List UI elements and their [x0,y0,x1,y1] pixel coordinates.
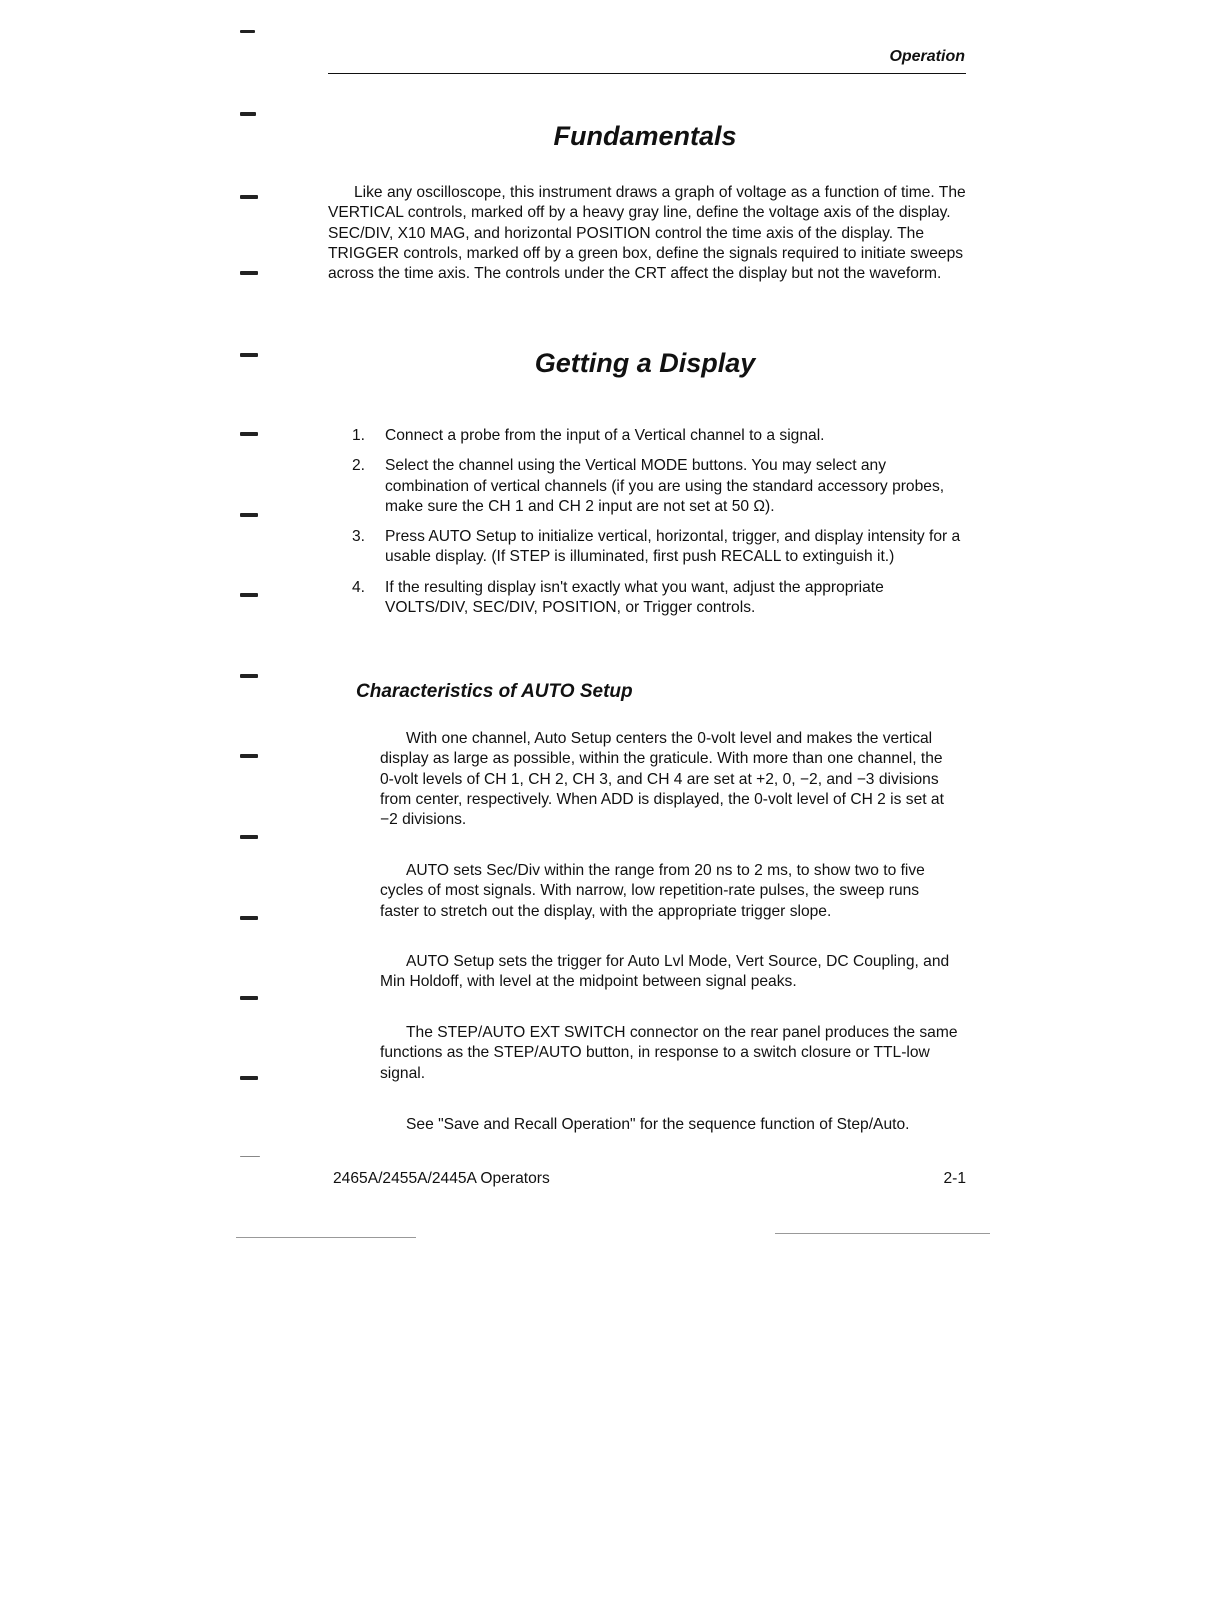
setup-steps-list [352,426,968,628]
header-rule [328,73,966,74]
running-head: Operation [889,48,965,65]
list-item [352,426,968,446]
scan-margin-marks [240,0,270,1600]
scan-edge-line [236,1237,416,1238]
scan-mark [240,835,258,839]
section-title-fundamentals: Fundamentals [553,121,737,151]
auto-setup-paragraph: AUTO sets Sec/Div within the range from 20 ns to 2 ms, to show two to five cycles of most signals. With narrow, low repetition-rate pulses, the sweep runs faster to stretch out the display, with the appropriate trigger slope. [380,862,925,920]
auto-setup-paragraph: With one channel, Auto Setup centers the 0-volt level and makes the vertical display as large as possible, within the graticule. With more than one channel, the 0-volt levels of CH 1, CH 2, CH 3, and CH 4 are set at +2, 0, −2, and −3 divisions from center, respectively. When ADD is displayed, the 0-volt level of CH 2 is set at −2 divisions. [380,730,944,829]
scan-mark [240,674,258,678]
auto-setup-paragraph: The STEP/AUTO EXT SWITCH connector on the rear panel produces the same functions as the STEP/AUTO button, in response to a switch closure or TTL-low signal. [380,1024,958,1082]
step-text: Press AUTO Setup to initialize vertical, horizontal, trigger, and display intensity for a usable display. (If STEP is illuminated, first push RECALL to extinguish it.) [385,528,961,566]
auto-setup-paragraph: AUTO Setup sets the trigger for Auto Lvl Mode, Vert Source, DC Coupling, and Min Holdoff, with level at the midpoint between signal peaks. [380,953,950,991]
list-item [352,578,968,619]
list-item [352,456,968,517]
auto-setup-paragraph: See "Save and Recall Operation" for the sequence function of Step/Auto. [406,1116,910,1133]
scan-mark [240,30,255,33]
scan-mark [240,1076,258,1080]
scan-mark [240,271,258,275]
step-text: Select the channel using the Vertical MODE buttons. You may select any combination of vertical channels (if you are using the standard accessory probes, make sure the CH 1 and CH 2 input are not set at 50 Ω). [385,457,945,515]
step-number: 4. [352,578,366,596]
scan-mark [240,754,258,758]
subsection-title-auto-setup: Characteristics of AUTO Setup [356,681,633,702]
scan-mark [240,195,258,199]
fundamentals-paragraph: Like any oscilloscope, this instrument draws a graph of voltage as a function of time. The VERTICAL controls, marked off by a heavy gray line, define the voltage axis of the display. SEC/DIV, X10 MAG, and horizontal POSITION control the time axis of the display. The TRIGGER controls, marked off by a green box, define the signals required to initiate sweeps across the time axis. The controls under the CRT affect the display but not the waveform. [328,184,966,283]
scan-mark [240,513,258,517]
footer-manual-title: 2465A/2455A/2445A Operators [333,1170,550,1187]
step-text: Connect a probe from the input of a Vertical channel to a signal. [385,427,825,444]
list-item [352,527,968,568]
scan-mark [240,353,258,357]
scan-mark [240,432,258,436]
scan-mark [240,593,258,597]
section-title-getting-display: Getting a Display [534,348,756,378]
scan-mark [240,1156,260,1157]
scan-mark [240,996,258,1000]
scan-mark [240,112,256,116]
scan-edge-line [775,1233,990,1234]
footer-page-number: 2-1 [943,1170,966,1187]
step-number: 2. [352,457,366,475]
step-text: If the resulting display isn't exactly what you want, adjust the appropriate VOLTS/DIV, SEC/DIV, POSITION, or Trigger controls. [385,578,884,617]
step-number: 3. [352,528,366,546]
step-number: 1. [352,427,366,444]
scan-mark [240,916,258,920]
